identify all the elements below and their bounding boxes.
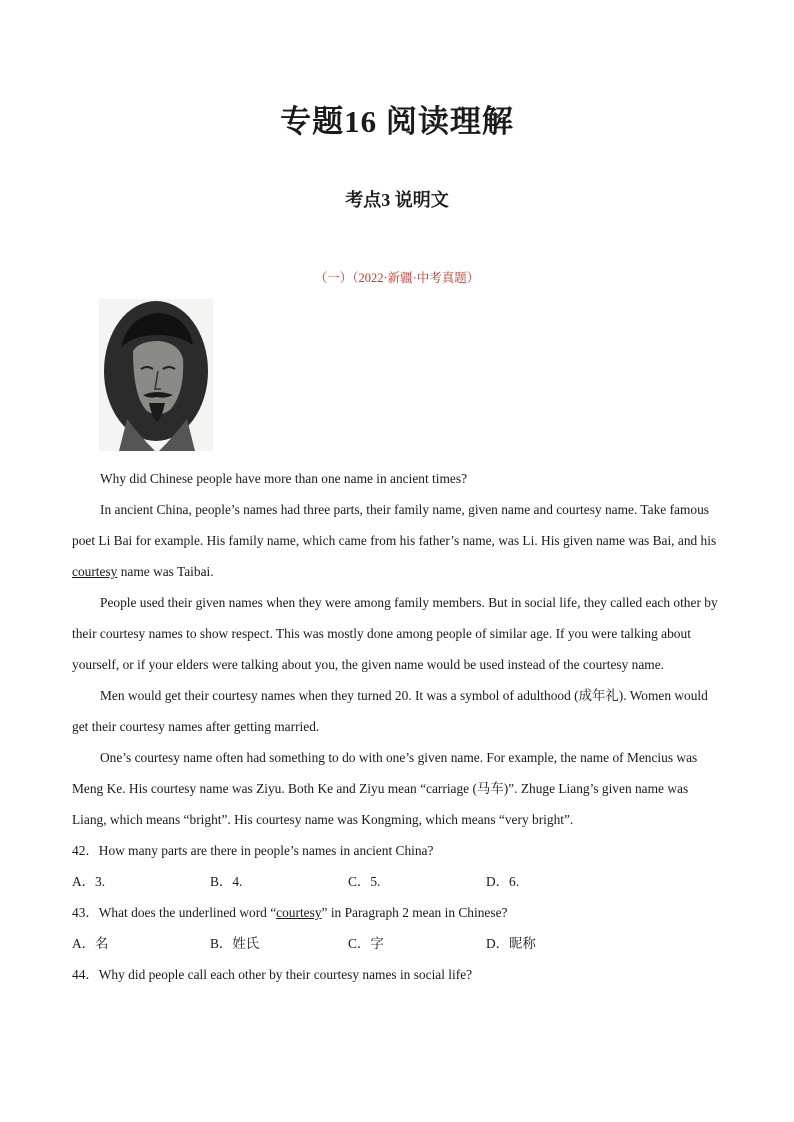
q43-text-b: ” in Paragraph 2 mean in Chinese? <box>321 905 508 920</box>
reading-passage <box>72 463 724 990</box>
section-subtitle: 考点3 说明文 <box>345 190 449 210</box>
q43-option-d: D．昵称 <box>486 936 536 951</box>
q43-option-b: B．姓氏 <box>210 936 260 951</box>
paragraph-2-text-a: In ancient China, people’s names had three parts, their family name, given name and courtesy name. Take famous poet Li Bai for example. His family name, which came from his father’s name, was Li. His given name was Bai, and his <box>72 502 717 548</box>
q42-option-a: A．3. <box>72 874 106 889</box>
question-43 <box>72 897 724 928</box>
underlined-word-courtesy: courtesy <box>72 564 118 579</box>
question-44: 44．Why did people call each other by their courtesy names in social life? <box>72 967 473 982</box>
paragraph-2-text-b: name was Taibai. <box>117 564 214 579</box>
paragraph-5: One’s courtesy name often had something to do with one’s given name. For example, the name of Mencius was Meng Ke. His courtesy name was Ziyu. Both Ke and Ziyu mean “carriage (马车)”. Zhuge Liang’s given name was Liang, which means “bright”. His courtesy name was Kongming, which means “very bright”. <box>72 750 698 827</box>
q43-option-a: A．名 <box>72 936 109 951</box>
portrait-image <box>99 299 213 451</box>
q43-option-c: C．字 <box>348 936 384 951</box>
exam-source: （一）（2022·新疆·中考真题） <box>314 271 480 285</box>
q42-option-b: B．4. <box>210 874 243 889</box>
passage-question-line: Why did Chinese people have more than one name in ancient times? <box>100 471 468 486</box>
question-42-options <box>72 866 724 897</box>
paragraph-2 <box>72 494 724 587</box>
q43-text-a: 43．What does the underlined word “ <box>72 905 277 920</box>
paragraph-3: People used their given names when they were among family members. But in social life, they called each other by their courtesy names to show respect. This was mostly done among people of similar age. If you were talking about yourself, or if your elders were talking about you, the given name would be used instead of the courtesy name. <box>72 595 718 672</box>
q43-underlined-word: courtesy <box>276 905 322 920</box>
paragraph-4: Men would get their courtesy names when they turned 20. It was a symbol of adulthood (成年礼). Women would get their courtesy names after getting married. <box>72 688 708 734</box>
question-42: 42．How many parts are there in people’s names in ancient China? <box>72 843 434 858</box>
q42-option-c: C．5. <box>348 874 381 889</box>
page-title: 专题16 阅读理解 <box>280 104 514 139</box>
q42-option-d: D．6. <box>486 874 520 889</box>
question-43-options <box>72 928 724 959</box>
